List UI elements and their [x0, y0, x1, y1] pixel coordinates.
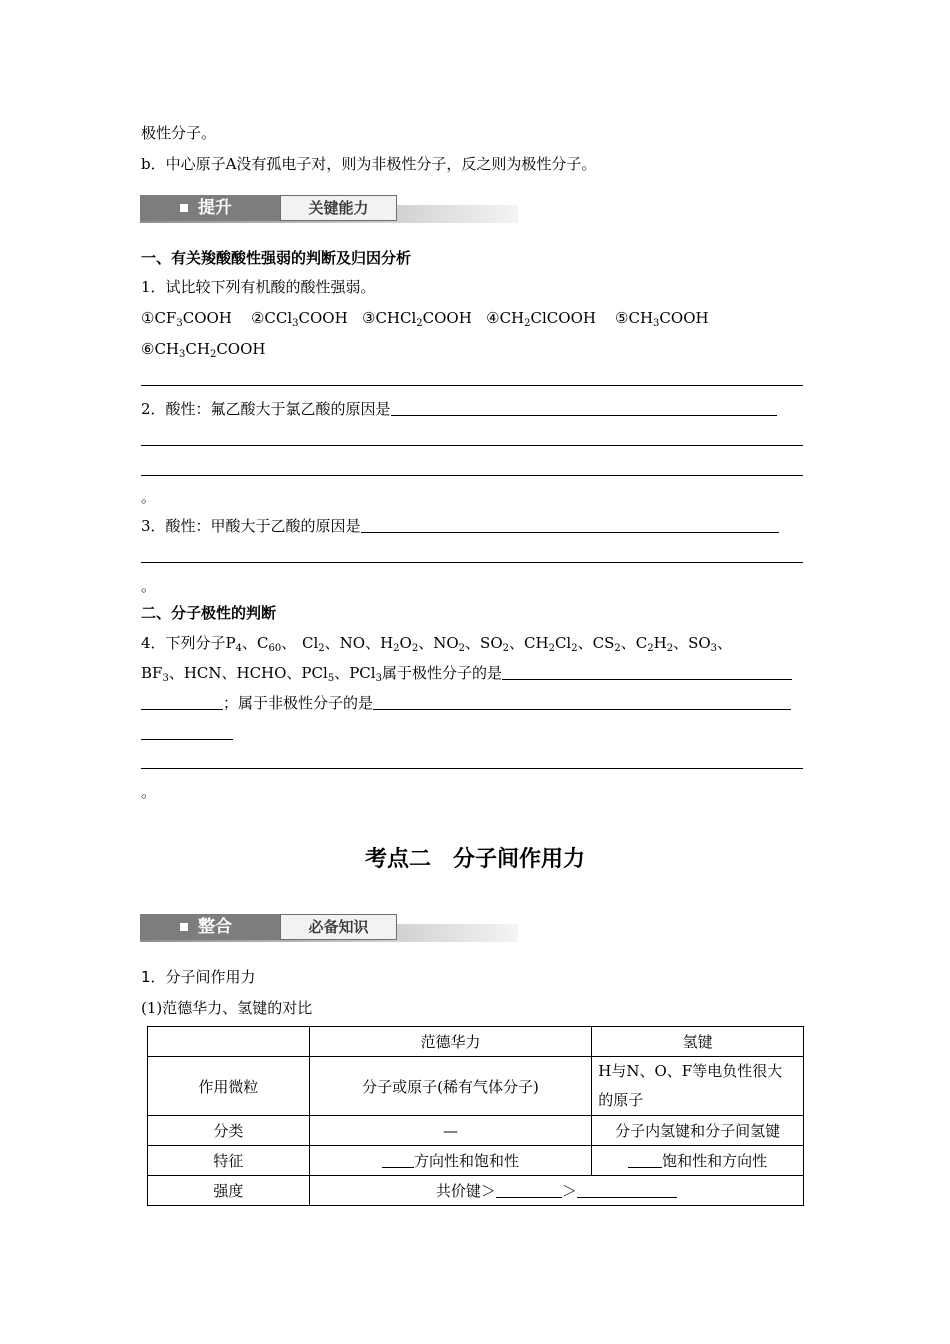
table-row — [148, 1176, 804, 1206]
table-cell: — — [309, 1116, 592, 1146]
question-4-line-3: ；属于非极性分子的是 — [141, 693, 791, 713]
answer-blank-polar[interactable] — [502, 663, 792, 680]
table-cell: 分子内氢键和分子间氢键 — [592, 1116, 804, 1146]
section3-subheading: (1)范德华力、氢键的对比 — [141, 999, 313, 1017]
section3-heading: 1．分子间作用力 — [141, 968, 256, 986]
intro-line-2: b．中心原子A没有孤电子对，则为非极性分子，反之则为极性分子。 — [141, 155, 597, 173]
question-2: 2．酸性：氟乙酸大于氯乙酸的原因是 — [141, 399, 777, 419]
answer-line-q3[interactable] — [141, 562, 803, 563]
table-row — [148, 1057, 804, 1116]
acid-6: $⑥CH_3CH_2COOH$ — [141, 340, 266, 360]
table-cell: 方向性和饱和性 — [309, 1146, 592, 1176]
answer-blank-polar-cont[interactable] — [141, 693, 223, 710]
table-cell: H与N、O、F等电负性很大的原子 — [592, 1057, 804, 1116]
period-q3: 。 — [141, 577, 157, 595]
question-3: 3．酸性：甲酸大于乙酸的原因是 — [141, 516, 779, 536]
answer-line-q4-a[interactable] — [141, 739, 233, 740]
table-cell: 氢键 — [592, 1027, 804, 1057]
table-cell: 范德华力 — [309, 1027, 592, 1057]
table-row — [148, 1116, 804, 1146]
answer-blank-strength-2[interactable] — [577, 1181, 677, 1198]
table-cell: 共价键＞ ＞ — [309, 1176, 803, 1206]
period-q2: 。 — [141, 488, 157, 506]
answer-line-q2-b[interactable] — [141, 475, 803, 476]
intro-line-1: 极性分子。 — [141, 124, 217, 142]
banner-integrate-light-label: 必备知识 — [280, 914, 397, 940]
banner-integrate — [140, 914, 518, 948]
table-row — [148, 1027, 804, 1057]
answer-blank-q2[interactable] — [391, 399, 777, 416]
table-cell: 分类 — [148, 1116, 310, 1146]
answer-blank-q3[interactable] — [361, 516, 779, 533]
banner-improve-dark-label: 提升 — [198, 198, 232, 218]
comparison-table — [147, 1026, 804, 1206]
answer-blank-nonpolar[interactable] — [373, 693, 791, 710]
table-cell: 特征 — [148, 1146, 310, 1176]
table-cell: 强度 — [148, 1176, 310, 1206]
answer-blank-hb-feature[interactable] — [628, 1151, 662, 1168]
answer-line-q4-b[interactable] — [141, 768, 803, 769]
answer-blank-strength-1[interactable] — [496, 1181, 562, 1198]
question-4-line-2: $BF_3$、HCN、HCHO、PCl$_5$、PCl$_3$属于极性分子的是 — [141, 663, 792, 683]
table-row — [148, 1146, 804, 1176]
table-cell — [148, 1027, 310, 1057]
section1-heading: 一、有关羧酸酸性强弱的判断及归因分析 — [141, 249, 412, 267]
answer-line-q2-a[interactable] — [141, 445, 803, 446]
period-q4: 。 — [141, 783, 157, 801]
banner-improve — [140, 195, 518, 229]
banner-integrate-dark-label: 整合 — [198, 917, 232, 937]
section2-heading: 二、分子极性的判断 — [141, 604, 277, 622]
kaodian-title: 考点二 分子间作用力 — [364, 847, 585, 872]
answer-line-q1[interactable] — [141, 385, 803, 386]
acid-list: $①CF_3COOH$ ②CCl$_3$COOH ③CHCl$_2$COOH $④CH_2ClCOOH$ $⑤CH_3COOH$ — [141, 309, 709, 329]
table-cell: 作用微粒 — [148, 1057, 310, 1116]
table-cell: 分子或原子(稀有气体分子) — [309, 1057, 592, 1116]
question-1: 1．试比较下列有机酸的酸性强弱。 — [141, 278, 376, 296]
table-cell: 饱和性和方向性 — [592, 1146, 804, 1176]
banner-improve-light-label: 关键能力 — [280, 195, 397, 221]
answer-blank-vdw-feature[interactable] — [382, 1151, 414, 1168]
question-4-line-1: 4．下列分子$P_4$、$C_{60}$、 $Cl_2$、NO、$H_2O_2$、$NO_2$、$SO_2$、$CH_2Cl_2$、$CS_2$、$C_2H_2$、$SO_3$、 — [141, 634, 733, 654]
